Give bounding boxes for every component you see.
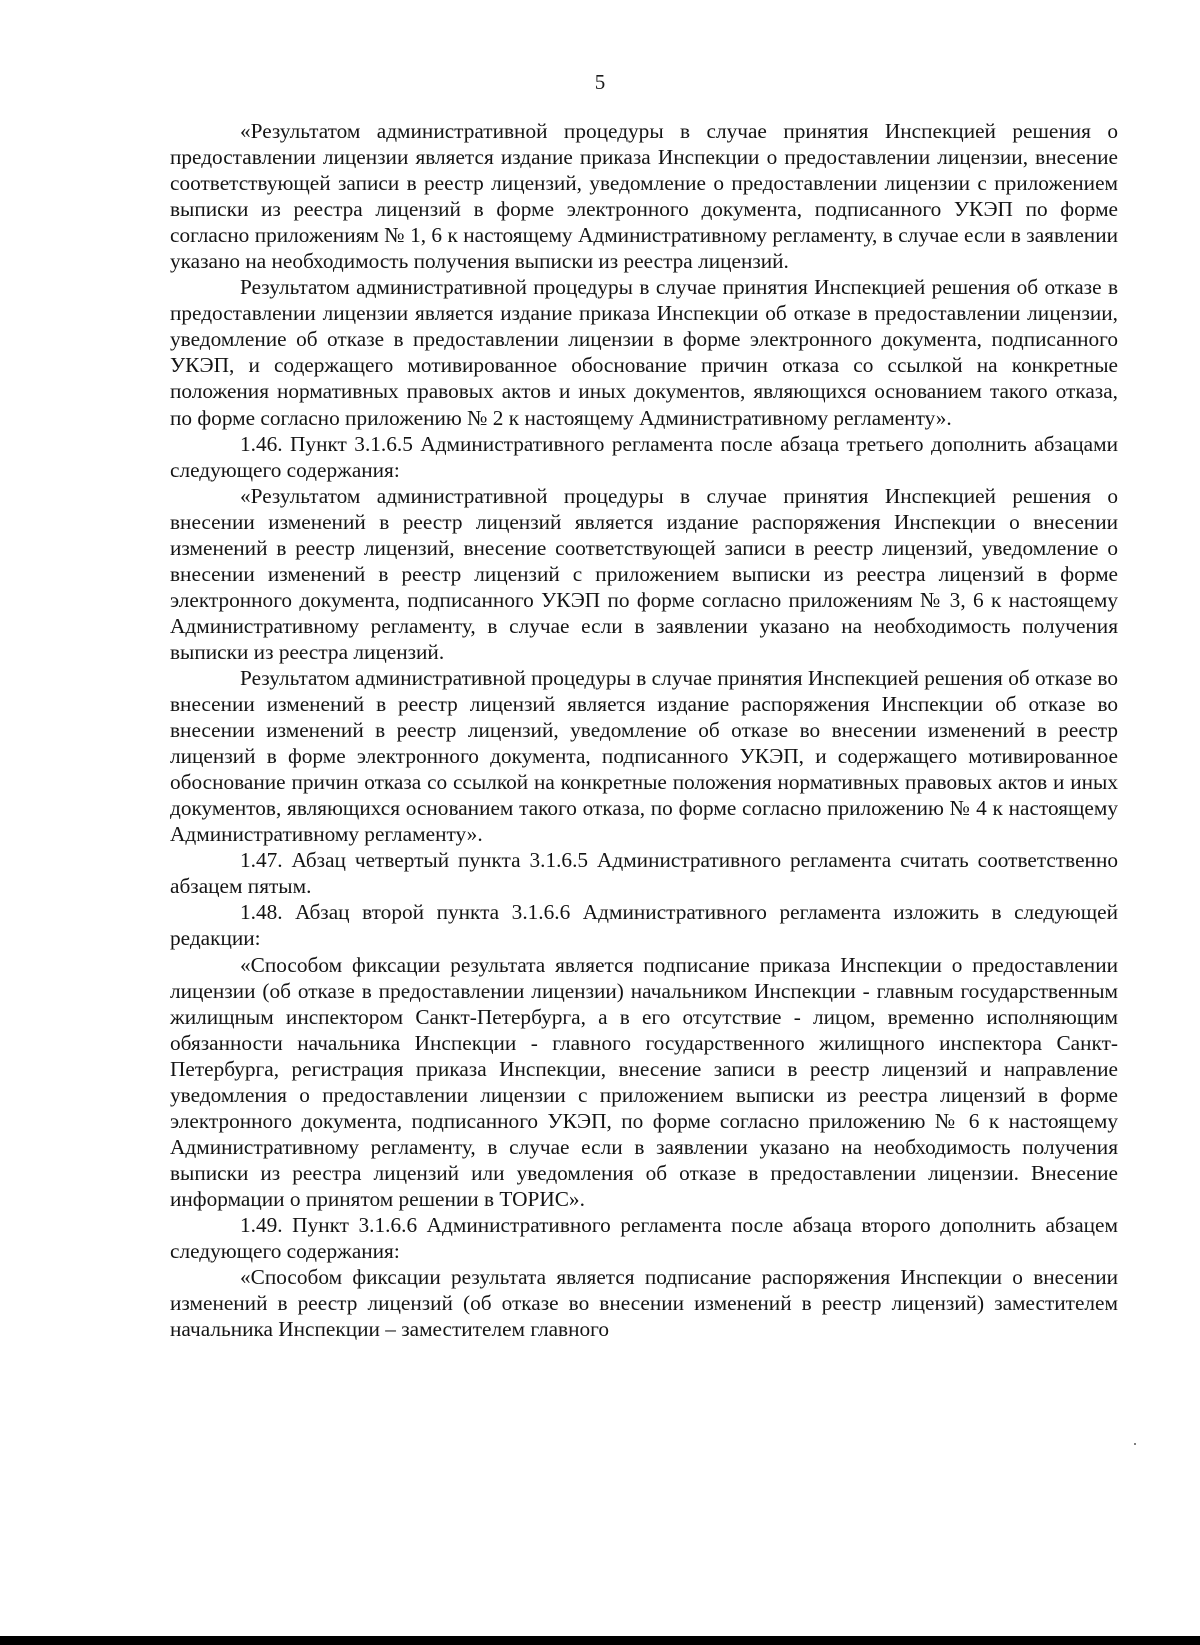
paragraph-result-changes-refused: Результатом административной процедуры в случае принятия Инспекцией решения об отказе во внесении изменений в реестр лицензий является издание распоряжения Инспекции об отказе во внесении изменений в реестр лицензий, уведомление об отказе во внесении изменений в реестр лицензий в форме электронного документа, подписанного УКЭП, и содержащего мотивированное обоснование причин отказа со ссылкой на конкретные положения нормативных правовых актов и иных документов, являющихся основанием такого отказа, по форме согласно приложению № 4 к настоящему Административному регламенту». — [170, 665, 1118, 847]
paragraph-fixation-changes-order: «Способом фиксации результата является подписание распоряжения Инспекции о внесении изменений в реестр лицензий (об отказе во внесении изменений в реестр лицензий) заместителем начальника Инспекции – заместителем главного — [170, 1265, 1118, 1342]
paragraph-result-license-refused: Результатом административной процедуры в случае принятия Инспекцией решения об отказе в предоставлении лицензии является издание приказа Инспекции об отказе в предоставлении лицензии, уведомление об отказе в предоставлении лицензии в форме электронного документа, подписанного УКЭП, и содержащего мотивированное обоснование причин отказа со ссылкой на конкретные положения нормативных правовых актов и иных документов, являющихся основанием такого отказа, по форме согласно приложению № 2 к настоящему Административному регламенту». — [170, 275, 1118, 430]
document-body — [170, 118, 1118, 1342]
paragraph-fixation-license-order: «Способом фиксации результата является подписание приказа Инспекции о предоставлении лицензии (об отказе в предоставлении лицензии) начальником Инспекции - главным государственным жилищным инспектором Санкт-Петербурга, а в его отсутствие - лицом, временно исполняющим обязанности начальника Инспекции - главного государственного жилищного инспектора Санкт-Петербурга, регистрация приказа Инспекции, внесение записи в реестр лицензий и направление уведомления о предоставлении лицензии с приложением выписки из реестра лицензий в форме электронного документа, подписанного УКЭП, по форме согласно приложению № 6 к настоящему Административному регламенту, в случае если в заявлении указано на необходимость получения выписки из реестра лицензий или уведомления об отказе в предоставлении лицензии. Внесение информации о принятом решении в ТОРИС». — [170, 952, 1118, 1211]
paragraph-item-1-49: 1.49. Пункт 3.1.6.6 Административного регламента после абзаца второго дополнить абзацем следующего содержания: — [170, 1212, 1118, 1264]
paragraph-item-1-46: 1.46. Пункт 3.1.6.5 Административного регламента после абзаца третьего дополнить абзацами следующего содержания: — [170, 431, 1118, 482]
paragraph-item-1-47: 1.47. Абзац четвертый пункта 3.1.6.5 Административного регламента считать соответственно абзацем пятым. — [170, 848, 1118, 899]
page-number: 5 — [594, 70, 606, 94]
scan-bottom-edge — [0, 1636, 1200, 1645]
paragraph-result-license-granted: «Результатом административной процедуры в случае принятия Инспекцией решения о предоставлении лицензии является издание приказа Инспекции о предоставлении лицензии, внесение соответствующей записи в реестр лицензий, уведомление о предоставлении лицензии с приложением выписки из реестра лицензий в форме электронного документа, подписанного УКЭП по форме согласно приложениям № 1, 6 к настоящему Административному регламенту, в случае если в заявлении указано на необходимость получения выписки из реестра лицензий. — [170, 119, 1118, 274]
paragraph-result-changes-made: «Результатом административной процедуры в случае принятия Инспекцией решения о внесении изменений в реестр лицензий является издание распоряжения Инспекции о внесении изменений в реестр лицензий, внесение соответствующей записи в реестр лицензий, уведомление о внесении изменений в реестр лицензий с приложением выписки из реестра лицензий в форме электронного документа, подписанного УКЭП по форме согласно приложениям № 3, 6 к настоящему Административному регламенту, в случае если в заявлении указано на необходимость получения выписки из реестра лицензий. — [170, 483, 1118, 664]
paragraph-item-1-48: 1.48. Абзац второй пункта 3.1.6.6 Административного регламента изложить в следующей редакции: — [170, 900, 1118, 951]
scan-speck — [1134, 1443, 1136, 1445]
